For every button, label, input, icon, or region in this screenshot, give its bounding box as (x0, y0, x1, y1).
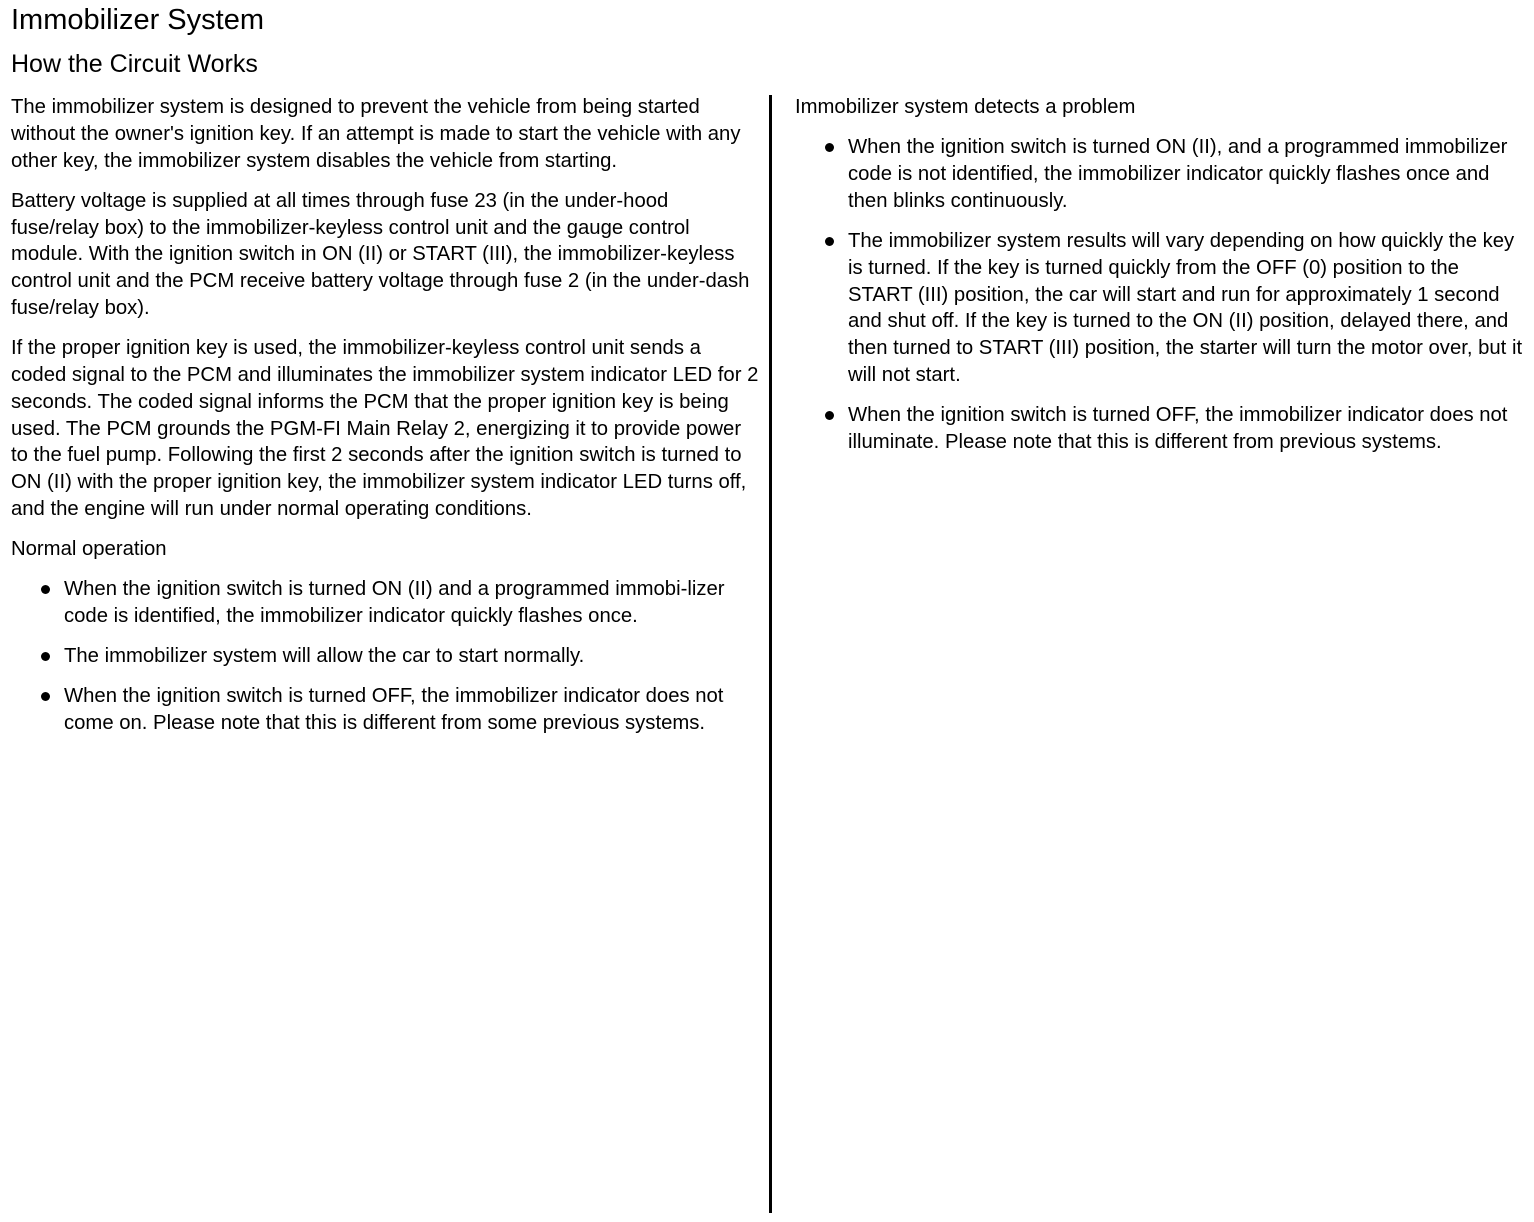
problem-list (795, 134, 1525, 456)
list-item-text: The immobilizer system will allow the car to start normally. (64, 645, 585, 668)
paragraph-purpose: The immobilizer system is designed to prevent the vehicle from being started without the owner's ignition key. If an attempt is made to start the vehicle with any other key, the immobilizer system disables the vehicle from starting. (11, 96, 741, 172)
left-column (11, 94, 759, 750)
list-item (795, 134, 1525, 214)
paragraph-proper-key: If the proper ignition key is used, the immobilizer-keyless control unit sends a coded signal to the PCM and illuminates the immobilizer system indicator LED for 2 seconds. The coded signal informs the PCM that the proper ignition key is being used. The PCM grounds the PGM-FI Main Relay 2, energizing it to provide power to the fuel pump. Following the first 2 seconds after the ignition switch is turned to ON (II) with the proper ignition key, the immobilizer system indicator LED turns off, and the engine will run under normal operating conditions. (11, 337, 759, 520)
list-item (795, 228, 1525, 389)
right-column (795, 94, 1525, 469)
list-item-text: The immobilizer system results will vary depending on how quickly the key is turned. If the key is turned quickly from the OFF (0) position to the START (III) position, the car will start and run for approximately 1 second and shut off. If the key is turned to the ON (II) position, delayed there, and then turned to START (III) position, the starter will turn the motor over, but it will not start. (848, 229, 1523, 386)
bullet-icon (41, 692, 50, 701)
list-item-text: When the ignition switch is turned ON (II), and a programmed immobilizer code is not identified, the immobilizer indicator quickly flashes once and then blinks continuously. (848, 136, 1508, 212)
page-title: Immobilizer System (11, 4, 264, 36)
list-item-text: When the ignition switch is turned OFF, the immobilizer indicator does not come on. Please note that this is different from some previous systems. (64, 685, 724, 735)
list-item (11, 643, 759, 670)
normal-operation-heading: Normal operation (11, 538, 167, 561)
bullet-icon (825, 411, 834, 420)
list-item (795, 402, 1525, 456)
normal-operation-list (11, 576, 759, 737)
column-divider (769, 95, 772, 1213)
list-item (11, 576, 759, 630)
section-title: How the Circuit Works (11, 50, 258, 78)
list-item (11, 683, 759, 737)
paragraph-battery-voltage: Battery voltage is supplied at all times through fuse 23 (in the under-hood fuse/relay box) to the immobilizer-keyless control unit and the gauge control module. With the ignition switch in ON (II) or START (III), the immobilizer-keyless control unit and the PCM receive battery voltage through fuse 2 (in the under-dash fuse/relay box). (11, 189, 750, 319)
bullet-icon (825, 143, 834, 152)
bullet-icon (825, 237, 834, 246)
bullet-icon (41, 652, 50, 661)
list-item-text: When the ignition switch is turned OFF, the immobilizer indicator does not illuminate. Please note that this is different from previous systems. (848, 404, 1508, 453)
problem-heading: Immobilizer system detects a problem (795, 96, 1136, 118)
list-item-text: When the ignition switch is turned ON (II) and a programmed immobi-lizer code is identified, the immobilizer indicator quickly flashes once. (64, 578, 725, 628)
bullet-icon (41, 585, 50, 594)
